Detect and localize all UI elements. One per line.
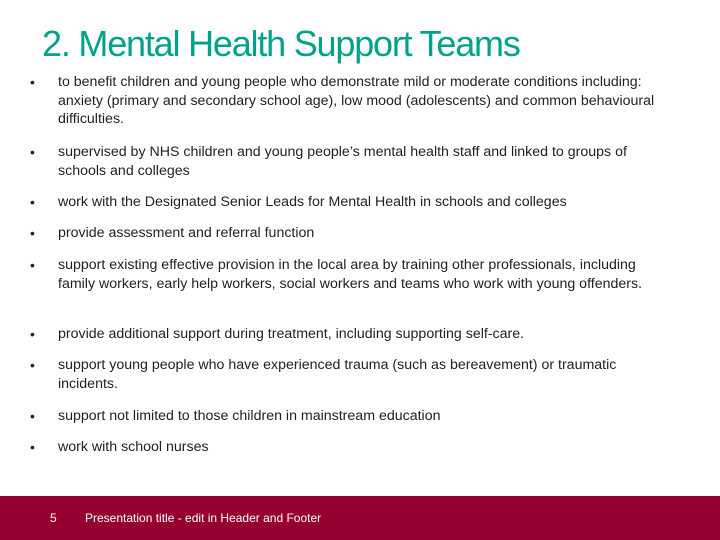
bullet-dot: •: [30, 326, 35, 342]
bullet-text: support not limited to those children in mainstream education: [58, 408, 441, 424]
slide-title: 2. Mental Health Support Teams: [42, 23, 520, 64]
footer-text: Presentation title - edit in Header and Footer: [85, 511, 322, 525]
bullet-dot: •: [30, 194, 35, 210]
bullet-text: provide additional support during treatment, including supporting self-care.: [58, 326, 525, 342]
bullet-text: supervised by NHS children and young people’s mental health staff and linked to groups of schools and colleges: [58, 144, 627, 179]
page-number: 5: [50, 511, 57, 525]
bullet-text: to benefit children and young people who demonstrate mild or moderate conditions including: anxiety (primary and secondary school age), low mood (adolescents) and common behavioural difficulties.: [58, 74, 655, 127]
bullet-dot: •: [30, 408, 35, 424]
bullet-dot: •: [30, 144, 35, 160]
bullet-dot: •: [30, 357, 35, 373]
bullet-dot: •: [30, 257, 35, 273]
bullet-text: support existing effective provision in the local area by training other professionals, including family workers, early help workers, social workers and teams who work with young offenders.: [58, 257, 643, 292]
bullet-text: provide assessment and referral function: [58, 225, 315, 241]
bullet-text: work with the Designated Senior Leads for Mental Health in schools and colleges: [58, 194, 567, 210]
bullet-dot: •: [30, 225, 35, 241]
footer-bar: [0, 496, 720, 540]
bullet-text: work with school nurses: [58, 439, 209, 455]
bullet-dot: •: [30, 74, 35, 90]
bullet-dot: •: [30, 439, 35, 455]
bullet-text: support young people who have experienced trauma (such as bereavement) or traumatic incidents.: [58, 357, 617, 392]
